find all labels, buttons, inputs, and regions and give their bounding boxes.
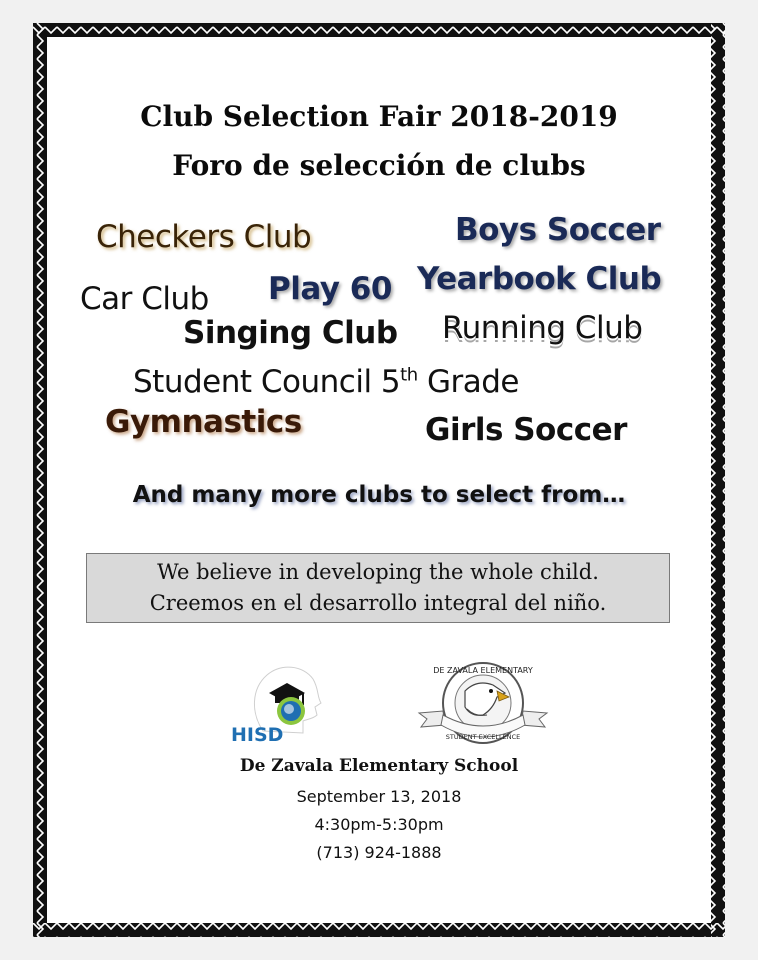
student-council-grade: Grade [417, 364, 519, 400]
title-english: Club Selection Fair 2018-2019 [140, 100, 618, 133]
motto-english: We believe in developing the whole child. [157, 560, 599, 584]
more-clubs-text: And many more clubs to select from… [132, 482, 626, 508]
club-girls-soccer: Girls Soccer [425, 412, 627, 448]
motto-spanish: Creemos en el desarrollo integral del niño. [149, 591, 607, 615]
event-time: 4:30pm-5:30pm [314, 815, 444, 834]
event-date: September 13, 2018 [296, 787, 462, 806]
club-boys-soccer: Boys Soccer [455, 212, 661, 248]
club-running: Running Club [442, 310, 643, 346]
event-phone: (713) 924-1888 [316, 843, 442, 862]
club-play-60: Play 60 [268, 271, 392, 307]
title-spanish: Foro de selección de clubs [172, 149, 586, 182]
club-gymnastics: Gymnastics [105, 404, 302, 440]
school-seal [413, 653, 553, 753]
club-yearbook: Yearbook Club [417, 261, 662, 297]
club-student-council [133, 364, 519, 400]
club-singing: Singing Club [183, 315, 398, 351]
school-name: De Zavala Elementary School [239, 756, 519, 776]
club-checkers: Checkers Club [96, 219, 312, 255]
hisd-logo [223, 653, 333, 745]
zigzag-border [33, 23, 725, 937]
hisd-logo-text: HISD [231, 724, 284, 745]
ordinal-suffix: th [400, 364, 418, 386]
seal-top-text: DE ZAVALA ELEMENTARY [433, 666, 533, 675]
motto-box [86, 553, 670, 623]
student-council-text: Student Council 5 [133, 364, 401, 400]
seal-bottom-text: STUDENT EXCELLENCE [445, 733, 521, 741]
club-car: Car Club [80, 281, 209, 317]
